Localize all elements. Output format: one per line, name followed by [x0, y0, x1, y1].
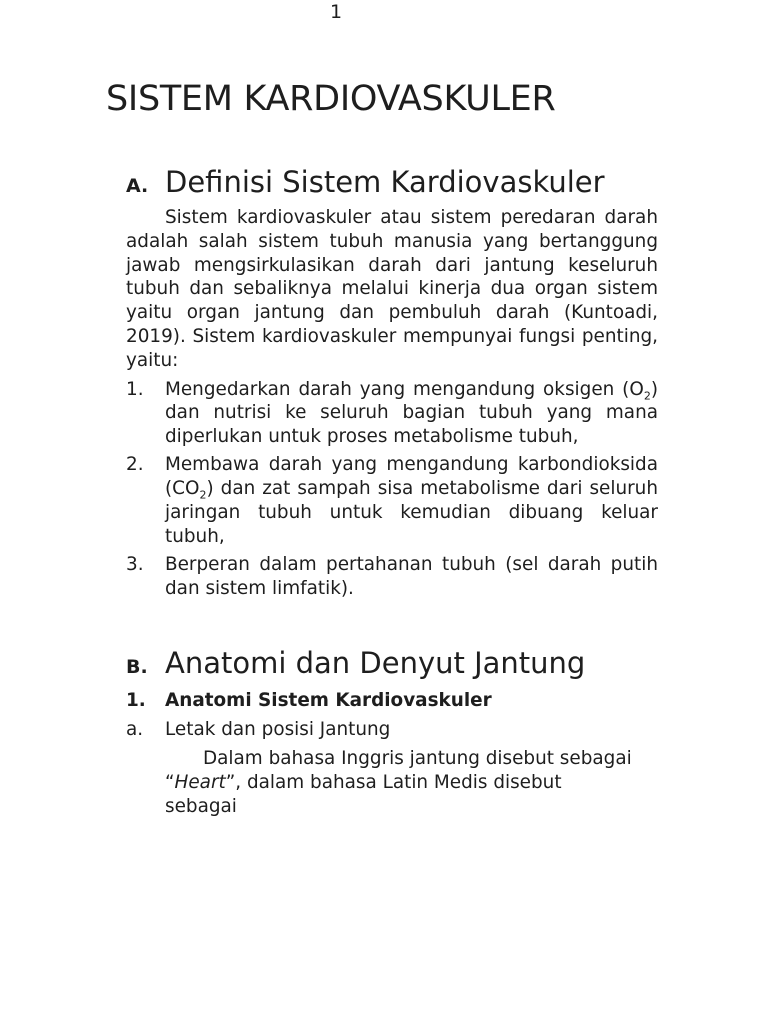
chapter-title: SISTEM KARDIOVASKULER [106, 79, 556, 119]
section-letter: A. [126, 175, 149, 197]
subsection-title: Anatomi Sistem Kardiovaskuler [165, 690, 492, 711]
section-definisi [126, 164, 658, 605]
heart-paragraph: Dalam bahasa Inggris jantung disebut sebagai “Heart”, dalam bahasa Latin Medis disebut sebagai [165, 748, 632, 817]
subitem-heading [126, 718, 658, 742]
section-title: Anatomi dan Denyut Jantung [165, 646, 586, 680]
list-item [126, 553, 658, 601]
emphasized-term: Heart [174, 772, 226, 793]
list-item [126, 453, 658, 548]
subscript: 2 [643, 389, 651, 403]
subsection-number: 1. [126, 690, 146, 711]
section-heading [126, 164, 658, 200]
subitem-letter: a. [126, 719, 144, 740]
list-number: 3. [126, 554, 144, 576]
list-number: 2. [126, 454, 144, 476]
section-heading [126, 645, 658, 681]
list-number: 1. [126, 378, 144, 400]
list-item [126, 378, 658, 449]
definition-paragraph: Sistem kardiovaskuler atau sistem peredaran darah adalah salah sistem tubuh manusia yang bertanggung jawab mengsirkulasikan darah dari jantung keseluruh tubuh dan sebaliknya melalui kinerja dua organ sistem yaitu organ jantung dan pembuluh darah (Kuntoadi, 2019). Sistem kardiovaskuler mempunyai fungsi penting, yaitu: [126, 207, 658, 371]
list-text: Berperan dalam pertahanan tubuh (sel darah putih dan sistem limfatik). [165, 554, 658, 599]
page-number: 1 [329, 1, 343, 23]
subscript: 2 [199, 488, 207, 502]
section-title: Definisi Sistem Kardiovaskuler [165, 165, 605, 199]
section-anatomi [126, 645, 658, 819]
list-text: Mengedarkan darah yang mengandung oksigen $(O_2)$ dan nutrisi ke seluruh bagian tubuh yang mana diperlukan untuk proses metabolisme tubuh, [165, 378, 658, 448]
list-text: Membawa darah yang mengandung karbondioksida $(CO_2)$ dan zat sampah sisa metabolisme dari seluruh jaringan tubuh untuk kemudian dibuang keluar tubuh, [165, 454, 658, 547]
function-list [126, 378, 658, 601]
subsection-heading [126, 689, 658, 713]
section-letter: B. [126, 656, 148, 678]
subitem-title: Letak dan posisi Jantung [165, 719, 391, 740]
